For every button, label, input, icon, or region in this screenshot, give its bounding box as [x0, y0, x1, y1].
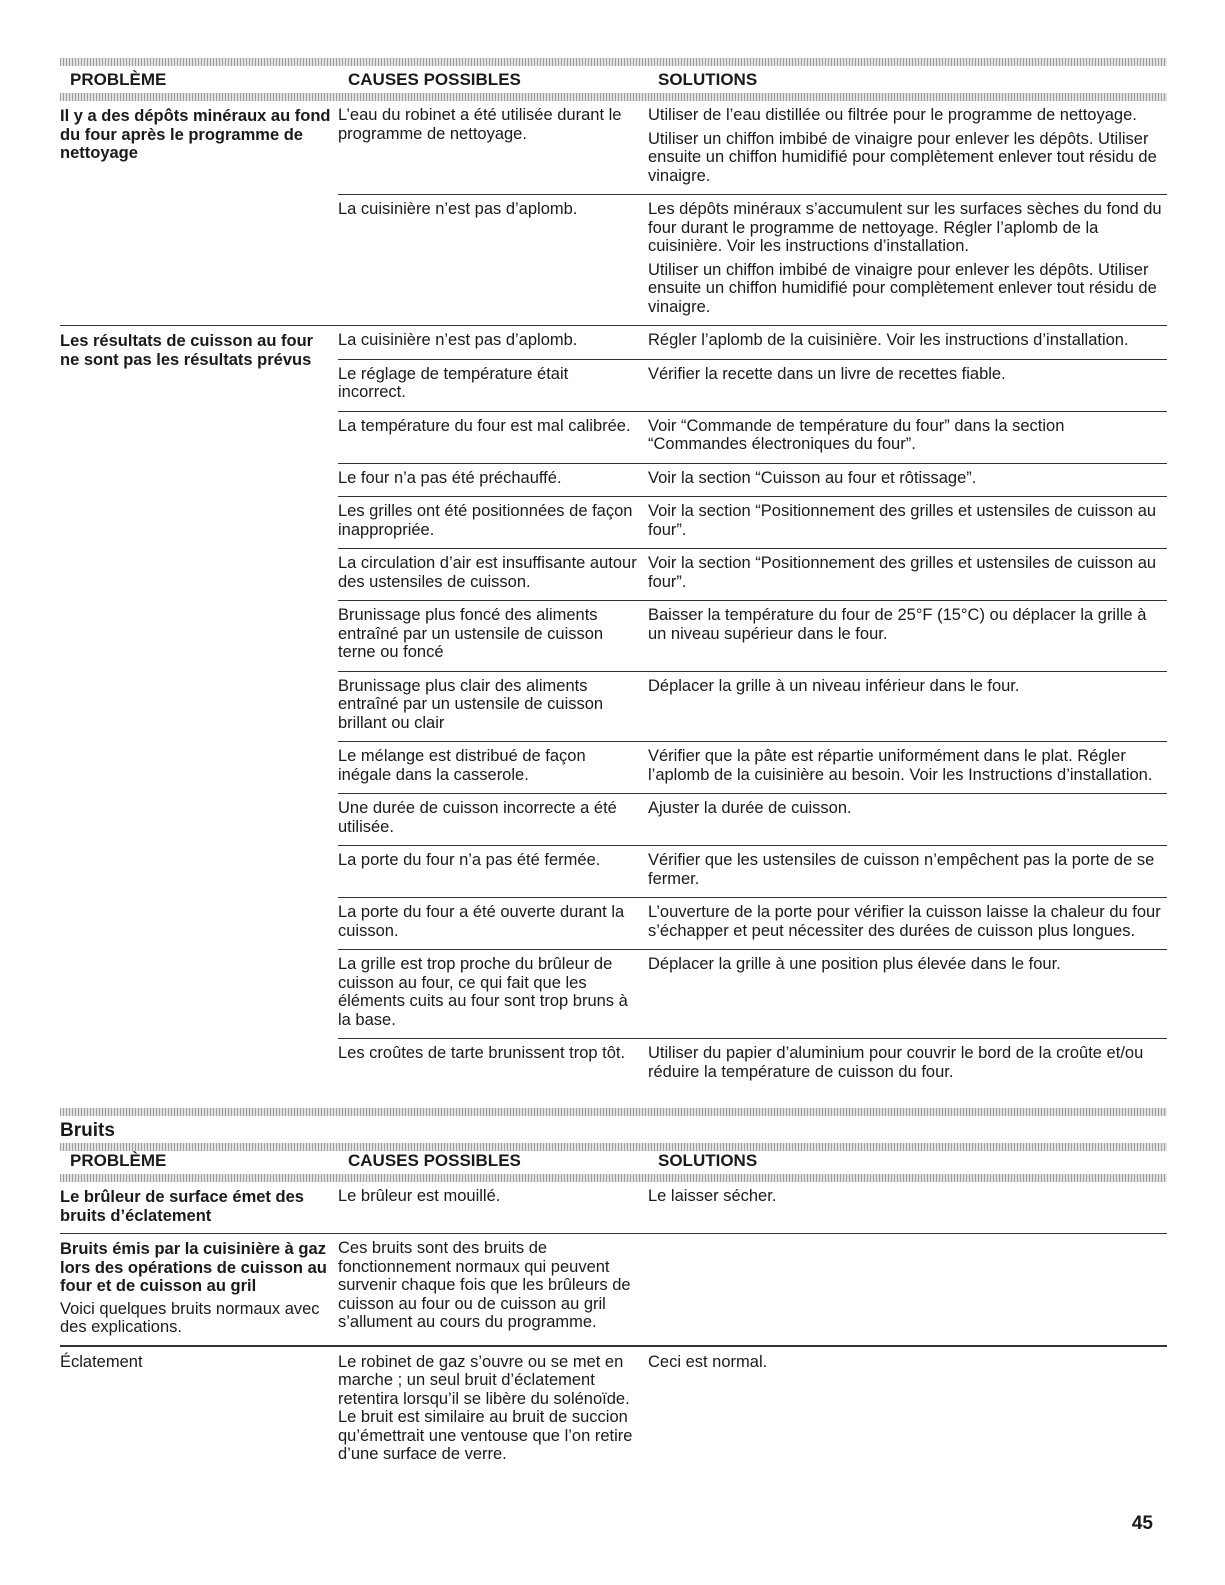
bruits-table-header: [60, 1151, 1167, 1171]
solution-paragraph: Voir la section “Cuisson au four et rôtissage”.: [648, 468, 977, 487]
table-row: [338, 1182, 1167, 1215]
bruits-problem-group: [60, 1182, 1167, 1234]
solution-cell: [648, 955, 1167, 1029]
solution-cell: [648, 851, 1167, 888]
solution-cell: [648, 903, 1167, 940]
cause-cell: Brunissage plus clair des aliments entraîné par un ustensile de cuisson brillant ou clair: [338, 676, 604, 732]
bruits-header-band-bottom: [60, 1174, 1167, 1182]
header-problem: PROBLÈME: [70, 70, 167, 89]
solution-cell: [648, 677, 1167, 733]
problem-groups: [60, 101, 1167, 1090]
solution-cell: [648, 365, 1167, 402]
cause-cell: Le brûleur est mouillé.: [338, 1187, 501, 1205]
table-row: [338, 497, 1167, 549]
cause-rows: [338, 101, 1167, 325]
problem-group: [60, 101, 1167, 326]
bruits-problem-group: [60, 1234, 1167, 1346]
solution-paragraph: Déplacer la grille à une position plus élevée dans le four.: [648, 955, 1061, 973]
problem-title: Il y a des dépôts minéraux au fond du four après le programme de nettoyage: [60, 107, 331, 162]
cause-cell: La température du four est mal calibrée.: [338, 416, 631, 435]
cause-cell: La cuisinière n’est pas d’aplomb.: [338, 200, 578, 218]
table-row: [338, 601, 1167, 672]
problem-title: Bruits émis par la cuisinière à gaz lors des opérations de cuisson au four et de cuisson au gril: [60, 1240, 327, 1295]
solution-paragraph: Voir la section “Positionnement des grilles et ustensiles de cuisson au four”.: [648, 502, 1157, 539]
solution-paragraph: Régler l’aplomb de la cuisinière. Voir les instructions d’installation.: [648, 331, 1129, 349]
cause-cell: Les croûtes de tarte brunissent trop tôt.: [338, 1044, 626, 1062]
solution-cell: [648, 417, 1167, 454]
solution-paragraph: Déplacer la grille à un niveau inférieur dans le four.: [648, 676, 1020, 695]
solution-paragraph: Vérifier que la pâte est répartie uniformément dans le plat. Régler l’aplomb de la cuisinière au besoin. Voir les Instructions d’installation.: [648, 747, 1153, 784]
cause-cell: La porte du four a été ouverte durant la cuisson.: [338, 903, 625, 940]
table-row: [338, 742, 1167, 794]
cause-rows: [338, 1182, 1167, 1233]
solution-paragraph: Utiliser un chiffon imbibé de vinaigre pour enlever les dépôts. Utiliser ensuite un chiffon humidifié pour complètement enlever tout résidu de vinaigre.: [648, 260, 1157, 316]
cause-rows: [338, 1234, 1167, 1345]
solution-cell: [648, 331, 1167, 350]
cause-cell: Une durée de cuisson incorrecte a été utilisée.: [338, 799, 617, 836]
section-divider-band: [60, 1108, 1167, 1116]
cause-cell: Le mélange est distribué de façon inégale dans la casserole.: [338, 747, 586, 784]
table-row: [338, 195, 1167, 325]
solution-cell: [648, 106, 1167, 185]
solution-cell: [648, 502, 1167, 539]
bruits-header-problem: PROBLÈME: [70, 1151, 167, 1170]
solution-paragraph: Utiliser de l’eau distillée ou filtrée pour le programme de nettoyage.: [648, 106, 1137, 124]
solution-paragraph: Utiliser du papier d’aluminium pour couvrir le bord de la croûte et/ou réduire la température de cuisson du four.: [648, 1044, 1144, 1081]
solution-paragraph: Baisser la température du four de 25°F (15°C) ou déplacer la grille à un niveau supérieur dans le four.: [648, 606, 1147, 643]
problem-title: Le brûleur de surface émet des bruits d’éclatement: [60, 1188, 304, 1225]
table-row: [338, 846, 1167, 898]
cause-rows: [338, 326, 1167, 1090]
section-title-bruits: Bruits: [60, 1120, 115, 1141]
solution-paragraph: Voir la section “Positionnement des grilles et ustensiles de cuisson au four”.: [648, 554, 1157, 591]
header-solutions: SOLUTIONS: [658, 70, 758, 89]
cause-cell: La circulation d’air est insuffisante autour des ustensiles de cuisson.: [338, 554, 637, 591]
solution-paragraph: Vérifier que les ustensiles de cuisson n’empêchent pas la porte de se fermer.: [648, 851, 1155, 888]
solution-cell: [648, 747, 1167, 784]
solution-cell: Ceci est normal.: [648, 1352, 768, 1371]
cause-cell: Le réglage de température était incorrect.: [338, 364, 569, 401]
problem-group: [60, 326, 1167, 1090]
cause-cell: La porte du four n’a pas été fermée.: [338, 851, 601, 869]
solution-paragraph: Ajuster la durée de cuisson.: [648, 799, 852, 817]
solution-cell: [648, 1187, 1167, 1206]
table-row: [338, 950, 1167, 1039]
table-row: [338, 1234, 1167, 1341]
solution-paragraph: L’ouverture de la porte pour vérifier la cuisson laisse la chaleur du four s’échapper et peut nécessiter des durées de cuisson plus longues.: [648, 903, 1161, 940]
problem-cell: [60, 1234, 338, 1345]
table-row: [338, 101, 1167, 195]
solution-cell: [648, 606, 1167, 662]
cause-cell: L’eau du robinet a été utilisée durant le programme de nettoyage.: [338, 106, 622, 143]
solution-cell: [648, 469, 1167, 488]
solution-cell: [648, 200, 1167, 316]
solution-cell: [648, 799, 1167, 836]
solution-cell: [648, 1239, 1167, 1332]
bruits-header-band: [60, 1143, 1167, 1151]
solution-paragraph: Le laisser sécher.: [648, 1187, 777, 1205]
table-row: [338, 1039, 1167, 1090]
bruits-header-solutions: SOLUTIONS: [658, 1151, 758, 1170]
solution-cell: [648, 554, 1167, 591]
problem-cell: [60, 1182, 338, 1233]
cause-cell: Brunissage plus foncé des aliments entraîné par un ustensile de cuisson terne ou foncé: [338, 606, 604, 661]
table-row: [338, 549, 1167, 601]
problem-title: Les résultats de cuisson au four ne sont pas les résultats prévus: [60, 332, 314, 369]
header-band-bottom: [60, 93, 1167, 101]
table-row: [338, 464, 1167, 498]
table-row: [338, 326, 1167, 360]
problem-cell: Éclatement: [60, 1352, 143, 1371]
cause-cell: La grille est trop proche du brûleur de cuisson au four, ce qui fait que les éléments cuits au four sont trop bruns à la base.: [338, 955, 628, 1029]
table-row: [60, 1346, 1167, 1473]
troubleshooting-page: [60, 58, 1167, 1473]
cause-cell: Les grilles ont été positionnées de façon inappropriée.: [338, 502, 633, 539]
solution-cell: [648, 1044, 1167, 1081]
table-header: [60, 70, 1167, 90]
table-row: [338, 898, 1167, 950]
header-band: [60, 58, 1167, 66]
table-row: [338, 360, 1167, 412]
cause-cell: Ces bruits sont des bruits de fonctionnement normaux qui peuvent survenir chaque fois que les brûleurs de cuisson au four ou de cuisson au gril s’allument au cours du programme.: [338, 1239, 631, 1331]
problem-cell: [60, 326, 338, 1090]
header-causes: CAUSES POSSIBLES: [348, 70, 521, 89]
table-row: [338, 794, 1167, 846]
solution-paragraph: Utiliser un chiffon imbibé de vinaigre pour enlever les dépôts. Utiliser ensuite un chiffon humidifié pour complètement enlever tout résidu de vinaigre.: [648, 129, 1157, 185]
problem-note: Voici quelques bruits normaux avec des explications.: [60, 1299, 320, 1336]
problem-cell: [60, 101, 338, 325]
page-number: 45: [1131, 1513, 1153, 1534]
solution-paragraph: Les dépôts minéraux s’accumulent sur les surfaces sèches du fond du four durant le programme de nettoyage. Régler l’aplomb de la cuisinière. Voir les instructions d’installation.: [648, 200, 1162, 255]
table-row: [338, 412, 1167, 464]
solution-paragraph: Voir “Commande de température du four” dans la section “Commandes électroniques du four”.: [648, 416, 1065, 453]
cause-cell: Le robinet de gaz s’ouvre ou se met en marche ; un seul bruit d’éclatement retentira lorsqu’il se libère du solénoïde. Le bruit est similaire au bruit de succion qu’émettrait une ventouse que l’on retire d’une surface de verre.: [338, 1352, 633, 1463]
cause-cell: La cuisinière n’est pas d’aplomb.: [338, 331, 578, 349]
solution-paragraph: Vérifier la recette dans un livre de recettes fiable.: [648, 364, 1006, 383]
bruits-section: [60, 1143, 1167, 1473]
table-row: [338, 672, 1167, 743]
cause-cell: Le four n’a pas été préchauffé.: [338, 468, 562, 487]
bruits-header-causes: CAUSES POSSIBLES: [348, 1151, 521, 1170]
